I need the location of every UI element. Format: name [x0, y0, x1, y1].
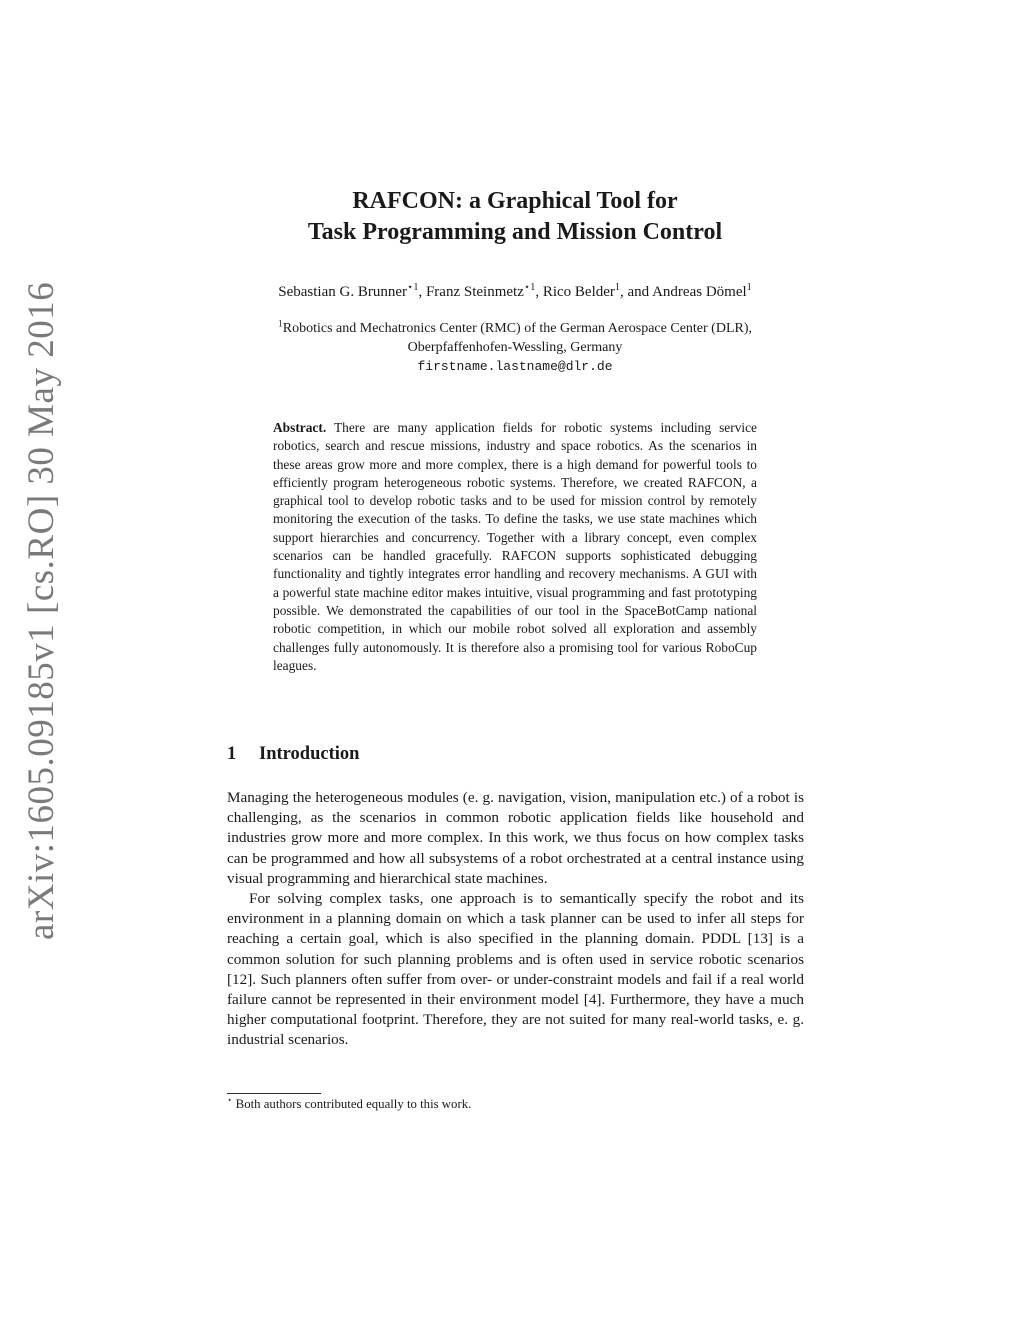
author-4-mark: 1	[746, 282, 752, 293]
abstract	[273, 419, 757, 675]
affiliation-line-1: Robotics and Mechatronics Center (RMC) of the German Aerospace Center (DLR),	[282, 321, 753, 336]
author-4: and Andreas Dömel	[627, 284, 747, 300]
paragraph-2: For solving complex tasks, one approach is to semantically specify the robot and its environment in a planning domain on which a task planner can be used to infer all steps for reaching a certain goal, which is also specified in the planning domain. PDDL [13] is a common solution for such planning problems and is often used in service robotic scenarios [12]. Such planners often suffer from over- or under-constraint models and fail if a real world failure cannot be represented in their environment model [4]. Furthermore, they have a much higher computational footprint. Therefore, they are not suited for many real-world tasks, e. g. industrial scenarios.	[227, 890, 804, 1049]
footnote-text: Both authors contributed equally to this work.	[235, 1097, 472, 1111]
author-list: Sebastian G. Brunner$^{⋆1}$, Franz Steinmetz$^{⋆1}$, Rico Belder$^1$, and Andreas Dömel$^1$	[278, 282, 752, 300]
arxiv-identifier: arXiv:1605.09185v1 [cs.RO] 30 May 2016	[21, 281, 62, 940]
author-1: Sebastian G. Brunner	[278, 284, 407, 300]
author-2-mark: ⋆1	[523, 282, 536, 293]
author-3: Rico Belder	[542, 284, 615, 300]
section-heading	[227, 744, 359, 765]
contact-email: firstname.lastname@dlr.de	[417, 359, 613, 374]
paragraph-1: Managing the heterogeneous modules (e. g. navigation, vision, manipulation etc.) of a robot is challenging, as the scenarios in common robotic application fields like household and industries grow more and more complex. In this work, we thus focus on how complex tasks can be programmed and how all subsystems of a robot orchestrated at a central instance using visual programming and hierarchical state machines.	[227, 789, 804, 887]
author-1-mark: ⋆1	[406, 282, 419, 293]
affiliation-line-2: Oberpfaffenhofen-Wessling, Germany	[407, 340, 623, 355]
affiliation	[200, 319, 830, 376]
author-2: Franz Steinmetz	[425, 284, 524, 300]
title-line-2: Task Programming and Mission Control	[307, 219, 723, 245]
paper-title	[200, 186, 830, 248]
abstract-text: There are many application fields for robotic systems including service robotics, search and rescue missions, industry and space robotics. As the scenarios in these areas grow more and more complex, there is a high demand for powerful tools to efficiently program heterogeneous robotic systems. Therefore, we created RAFCON, a graphical tool to develop robotic tasks and to be used for mission control by remotely monitoring the execution of the tasks. To define the tasks, we use state machines which support hierarchies and concurrency. Together with a library concept, even complex scenarios can be handled gracefully. RAFCON supports sophisticated debugging functionality and tightly integrates error handling and recovery mechanisms. A GUI with a powerful state machine editor makes intuitive, visual programming and fast prototyping possible. We demonstrated the capabilities of our tool in the SpaceBotCamp national robotic competition, in which our mobile robot solved all exploration and assembly challenges fully autonomously. It is therefore also a promising tool for various RoboCup leagues.	[273, 420, 757, 673]
title-line-1: RAFCON: a Graphical Tool for	[352, 188, 678, 214]
footnote-divider	[227, 1093, 321, 1094]
introduction-body	[227, 788, 804, 1051]
author-3-mark: 1	[614, 282, 621, 293]
section-number: 1	[227, 744, 237, 764]
affiliation-mark: 1	[277, 319, 283, 330]
footnote-mark: ⋆	[227, 1094, 233, 1105]
footnote	[227, 1094, 804, 1112]
section-title: Introduction	[259, 744, 360, 764]
abstract-label: Abstract.	[273, 420, 327, 435]
